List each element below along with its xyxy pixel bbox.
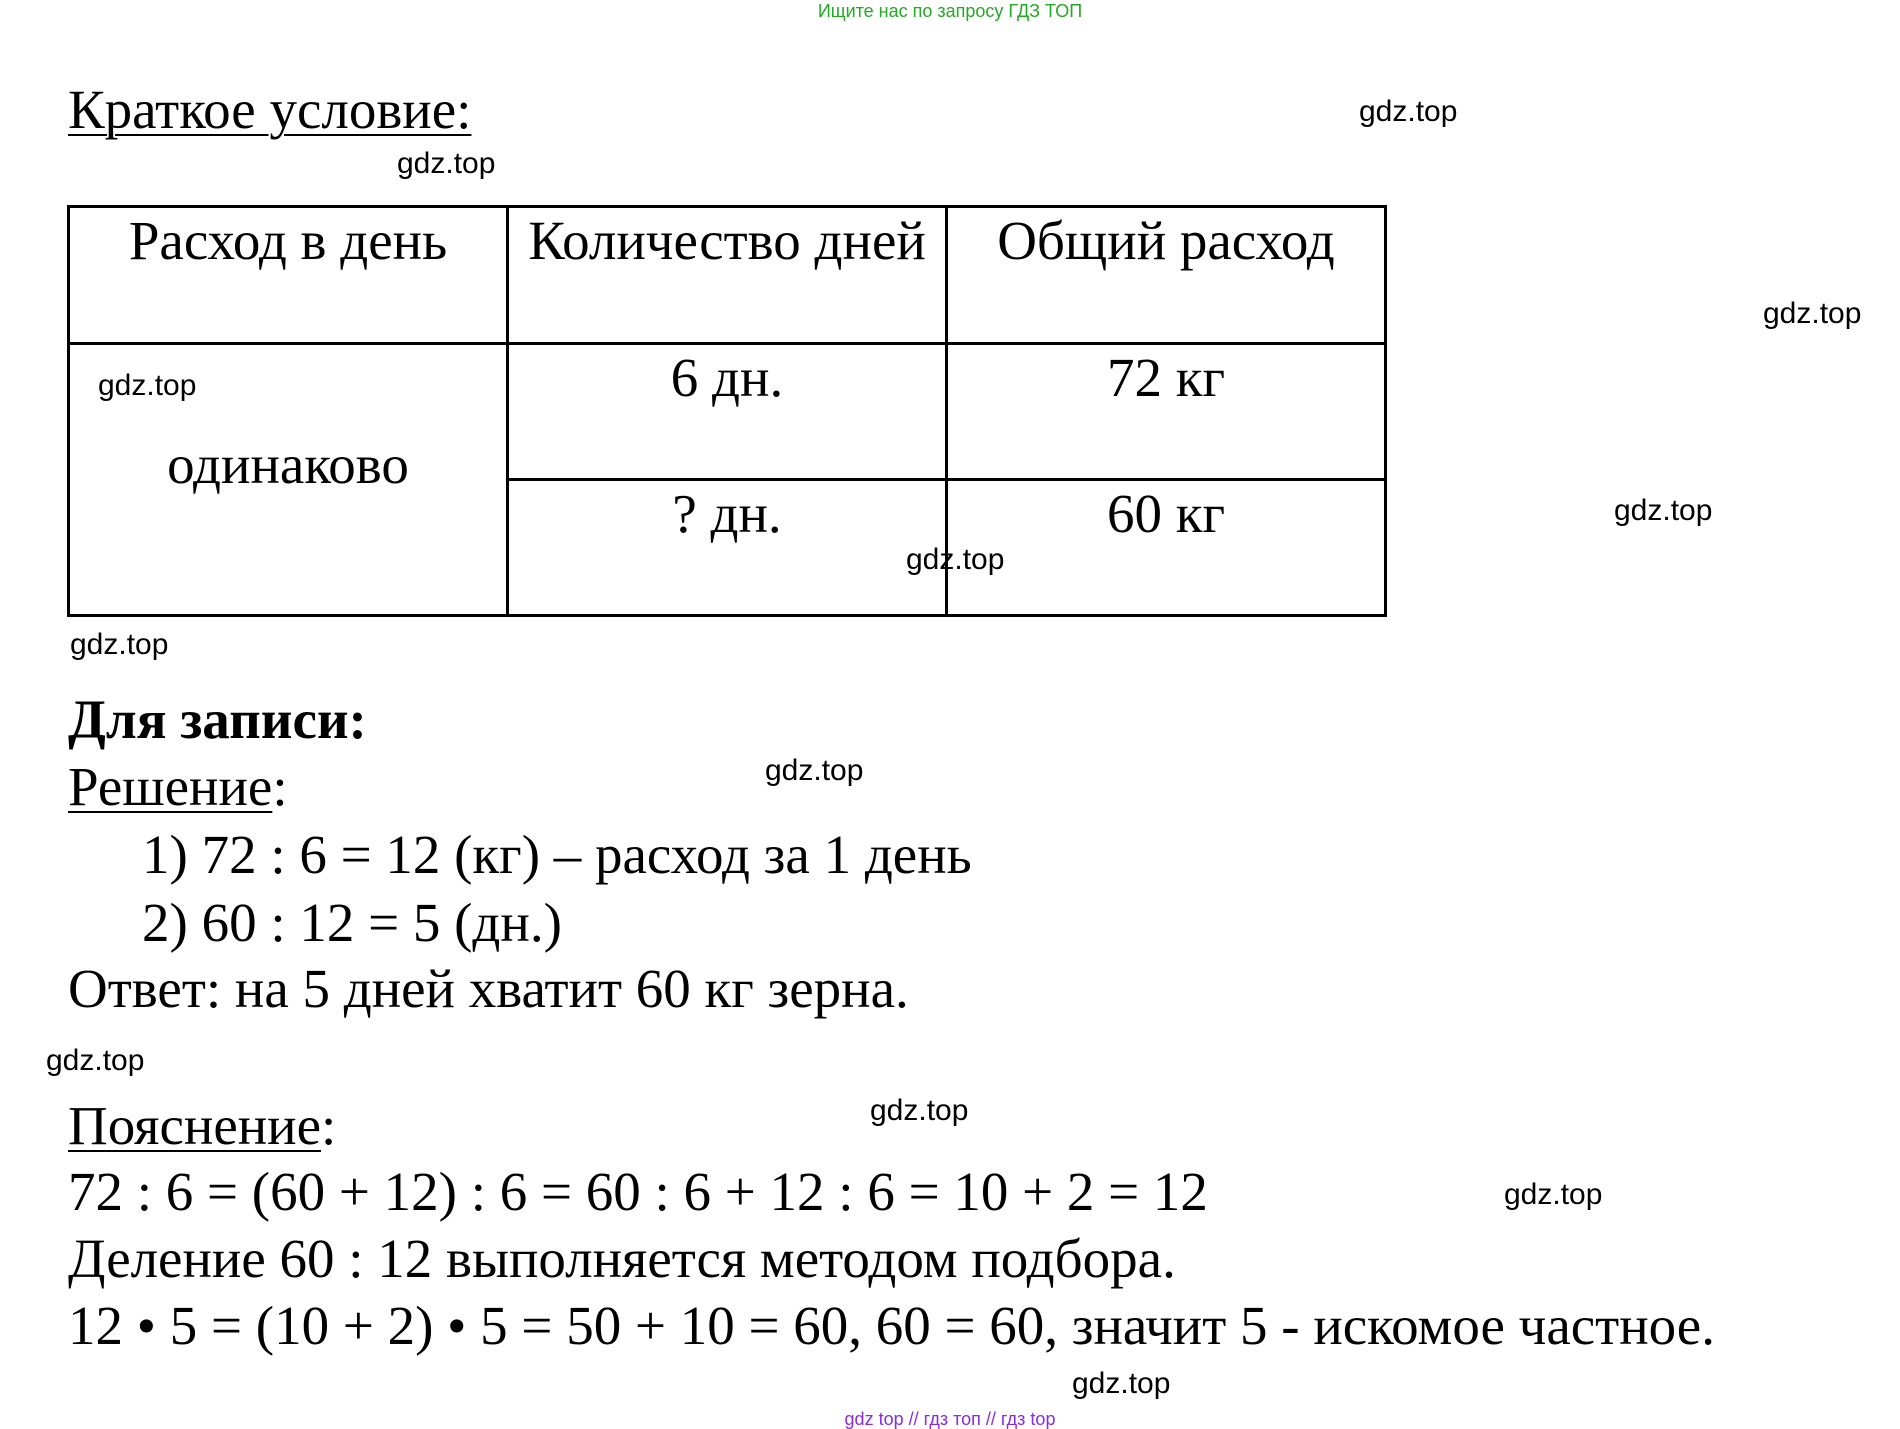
record-heading: Для записи: [68,689,367,750]
explanation-line-3: 12 • 5 = (10 + 2) • 5 = 50 + 10 = 60, 60 = 60, значит 5 - искомое частное. [68,1295,1715,1356]
header-daily-consumption: Расход в день [69,207,508,344]
table-row [69,344,1386,480]
watermark: gdz.top [870,1094,969,1127]
solution-label: Решение [68,756,273,817]
explanation-colon: : [321,1095,337,1156]
condition-table [67,205,1387,617]
short-condition-heading: Краткое условие: [68,79,472,140]
watermark: gdz.top [98,369,197,402]
watermark: gdz.top [1763,297,1862,330]
explanation-label: Пояснение [68,1095,322,1156]
watermark: gdz.top [1504,1178,1603,1211]
watermark: gdz.top [1072,1367,1171,1400]
watermark: gdz.top [906,543,1005,576]
solution-step-2: 2) 60 : 12 = 5 (дн.) [142,892,562,953]
cell-days: 6 дн. [508,344,947,480]
header-total-consumption: Общий расход [947,207,1386,344]
cell-total: 60 кг [947,480,1386,616]
solution-colon: : [272,756,288,817]
answer-line: Ответ: на 5 дней хватит 60 кг зерна. [68,958,909,1019]
solution-step-1: 1) 72 : 6 = 12 (кг) – расход за 1 день [142,824,972,885]
watermark: gdz.top [1614,494,1713,527]
explanation-line-2: Деление 60 : 12 выполняется методом подбора. [68,1228,1176,1289]
footer: gdz top // гдз топ // гдз top [844,1409,1056,1429]
cell-days: ? дн. [508,480,947,616]
table-header-row [69,207,1386,344]
watermark: gdz.top [46,1044,145,1077]
header-days-count: Количество дней [508,207,947,344]
explanation-label-line [68,1094,336,1158]
watermark: gdz.top [397,147,496,180]
cell-total: 72 кг [947,344,1386,480]
solution-label-line [68,755,288,819]
watermark: gdz.top [765,754,864,787]
merged-cell-same: одинаково [69,344,508,616]
watermark: gdz.top [1359,95,1458,128]
top-banner: Ищите нас по запросу ГДЗ ТОП [817,1,1083,21]
watermark: gdz.top [70,628,169,661]
explanation-line-1: 72 : 6 = (60 + 12) : 6 = 60 : 6 + 12 : 6 = 10 + 2 = 12 [68,1161,1208,1222]
